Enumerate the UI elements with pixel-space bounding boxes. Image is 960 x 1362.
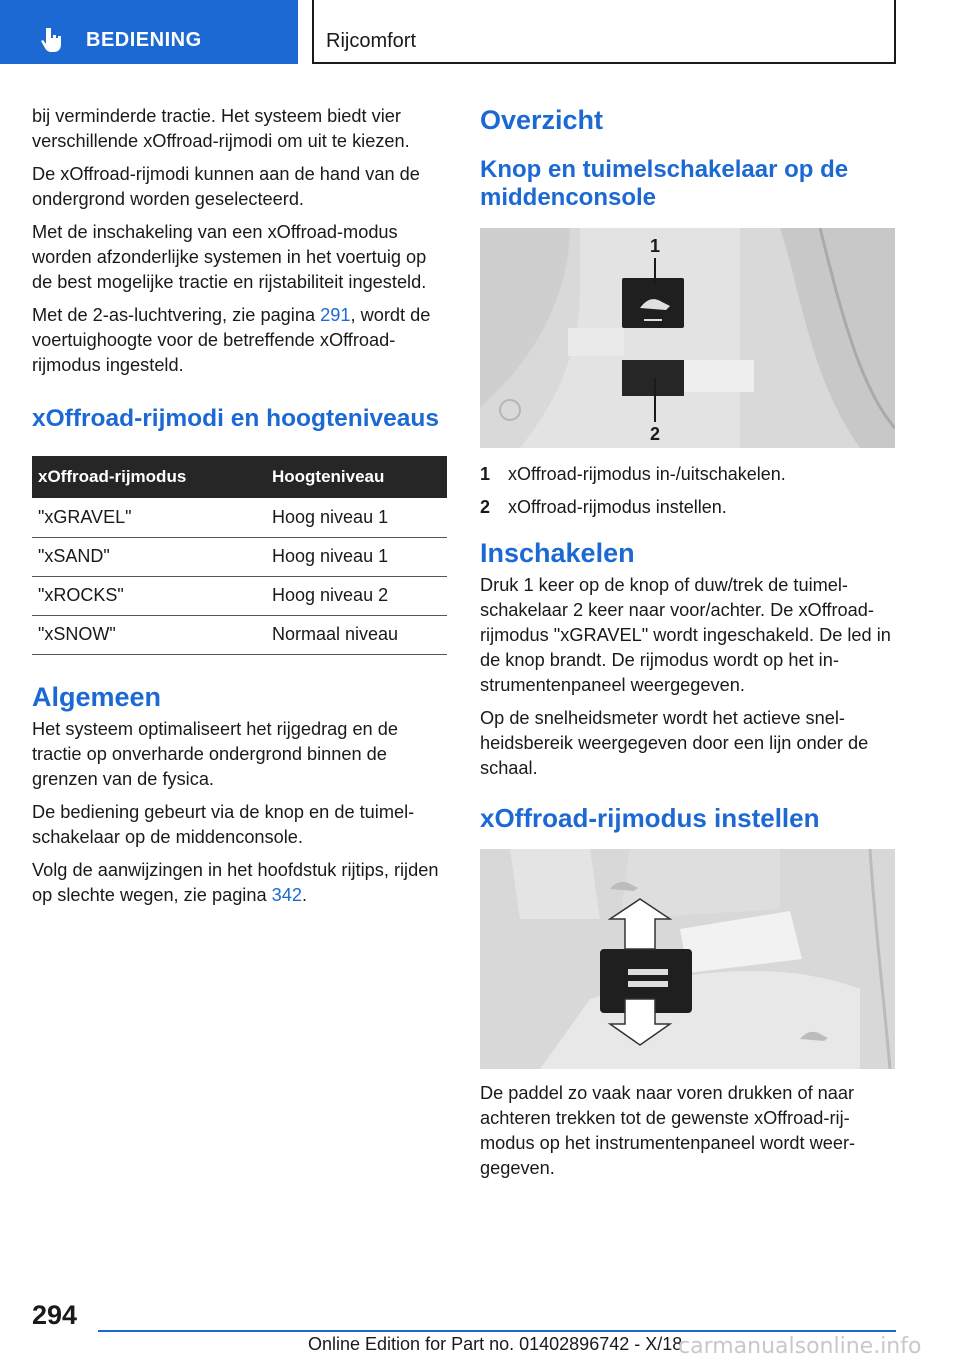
- section-title-setting: xOffroad-rijmodus instellen: [480, 803, 820, 833]
- subsection-title: Knop en tuimelschakelaar op de middenconsole: [480, 156, 849, 211]
- paragraph: [32, 303, 447, 378]
- table-cell: "xROCKS": [32, 576, 266, 615]
- paragraph: [32, 858, 447, 908]
- table-cell: "xSAND": [32, 537, 266, 576]
- table-title: xOffroad-rijmodi en hoogteniveaus: [32, 405, 440, 432]
- table-header-row: [32, 456, 447, 498]
- section-title-overview: Overzicht: [480, 105, 604, 135]
- legend-item: [480, 495, 895, 519]
- text-span: Volg de aanwijzingen in het hoofdstuk rijtips, rijden op slechte wegen, zie pagina: [32, 859, 439, 905]
- table-cell: Hoog niveau 2: [266, 576, 447, 615]
- section-title-general: Algemeen: [32, 681, 162, 712]
- callout-1: 1: [650, 236, 661, 256]
- paragraph: Druk 1 keer op de knop of duw/trek de tuimelschakelaar 2 keer naar voor/achter. De xOffroad-rijmodus "xGRAVEL" wordt ingeschakeld. De led in de knop brandt. De rijmodus wordt op het instrumentenpaneel weergegeven.: [480, 575, 891, 695]
- text-span: , wordt de voertuighoogte voor de betreffende xOffroad-rijmodus ingesteld.: [32, 305, 431, 375]
- table-cell: Normaal niveau: [266, 615, 447, 654]
- text-span: Met de 2-as-luchtvering, zie pagina: [32, 305, 321, 325]
- column-header: xOffroad-rijmodus: [32, 456, 266, 498]
- page-link-342[interactable]: 342: [271, 884, 302, 905]
- footer-divider: [98, 1330, 896, 1332]
- table-row: [32, 576, 447, 615]
- section-title-switch-on: Inschakelen: [480, 538, 635, 568]
- table-cell: "xSNOW": [32, 615, 266, 654]
- console-button-photo: [480, 228, 895, 448]
- chapter-tab[interactable]: [312, 0, 896, 64]
- paragraph: De paddel zo vaak naar voren drukken of naar achteren trekken tot de gewenste xOffroad-rijmodus op het instrumentenpaneel wordt weergegeven.: [480, 1083, 856, 1178]
- paragraph: De xOffroad-rijmodi kunnen aan de hand van de ondergrond worden geselecteerd.: [32, 164, 420, 209]
- table-row: [32, 615, 447, 654]
- legend-item: [480, 462, 895, 486]
- legend-number: 2: [480, 497, 491, 517]
- left-column: [32, 104, 447, 916]
- figure-legend: [480, 462, 895, 519]
- hand-pointer-icon: [38, 26, 66, 54]
- table-row: [32, 498, 447, 537]
- edition-text: Online Edition for Part no. 01402896742 - X/18: [308, 1334, 683, 1354]
- column-header: Hoogteniveau: [266, 456, 447, 498]
- table-cell: "xGRAVEL": [32, 498, 266, 537]
- paragraph: De bediening gebeurt via de knop en de tuimelschakelaar op de middenconsole.: [32, 801, 415, 847]
- legend-text: xOffroad-rijmodus instellen.: [508, 497, 727, 517]
- section-label: BEDIENING: [86, 29, 202, 51]
- legend-text: xOffroad-rijmodus in-/uitschakelen.: [508, 464, 786, 484]
- paragraph: Op de snelheidsmeter wordt het actieve snelheidsbereik weergegeven door een lijn onder de schaal.: [480, 708, 869, 778]
- table-row: [32, 537, 447, 576]
- table-cell: Hoog niveau 1: [266, 537, 447, 576]
- text-span: .: [302, 884, 308, 905]
- page-number: 294: [32, 1300, 78, 1330]
- chapter-label: Rijcomfort: [326, 30, 417, 52]
- paddle-photo: [480, 849, 895, 1069]
- paragraph: bij verminderde tractie. Het systeem biedt vier verschillende xOffroad-rijmodi om uit te kiezen.: [32, 106, 410, 151]
- table-cell: Hoog niveau 1: [266, 498, 447, 537]
- legend-number: 1: [480, 464, 491, 484]
- section-tab[interactable]: [0, 0, 298, 64]
- callout-2: 2: [650, 424, 661, 444]
- page-link-291[interactable]: 291: [320, 305, 351, 325]
- watermark: carmanualsonline.info: [678, 1334, 922, 1359]
- paragraph: Het systeem optimaliseert het rijgedrag en de tractie op onverharde ondergrond binnen de grenzen van de fysica.: [32, 718, 398, 789]
- modes-table: [32, 456, 447, 655]
- paragraph: Met de inschakeling van een xOffroad-modus worden afzonderlijke systemen in het voertuig op de best mogelijke tractie en rijstabiliteit ingesteld.: [32, 222, 427, 292]
- right-column: [480, 104, 895, 1189]
